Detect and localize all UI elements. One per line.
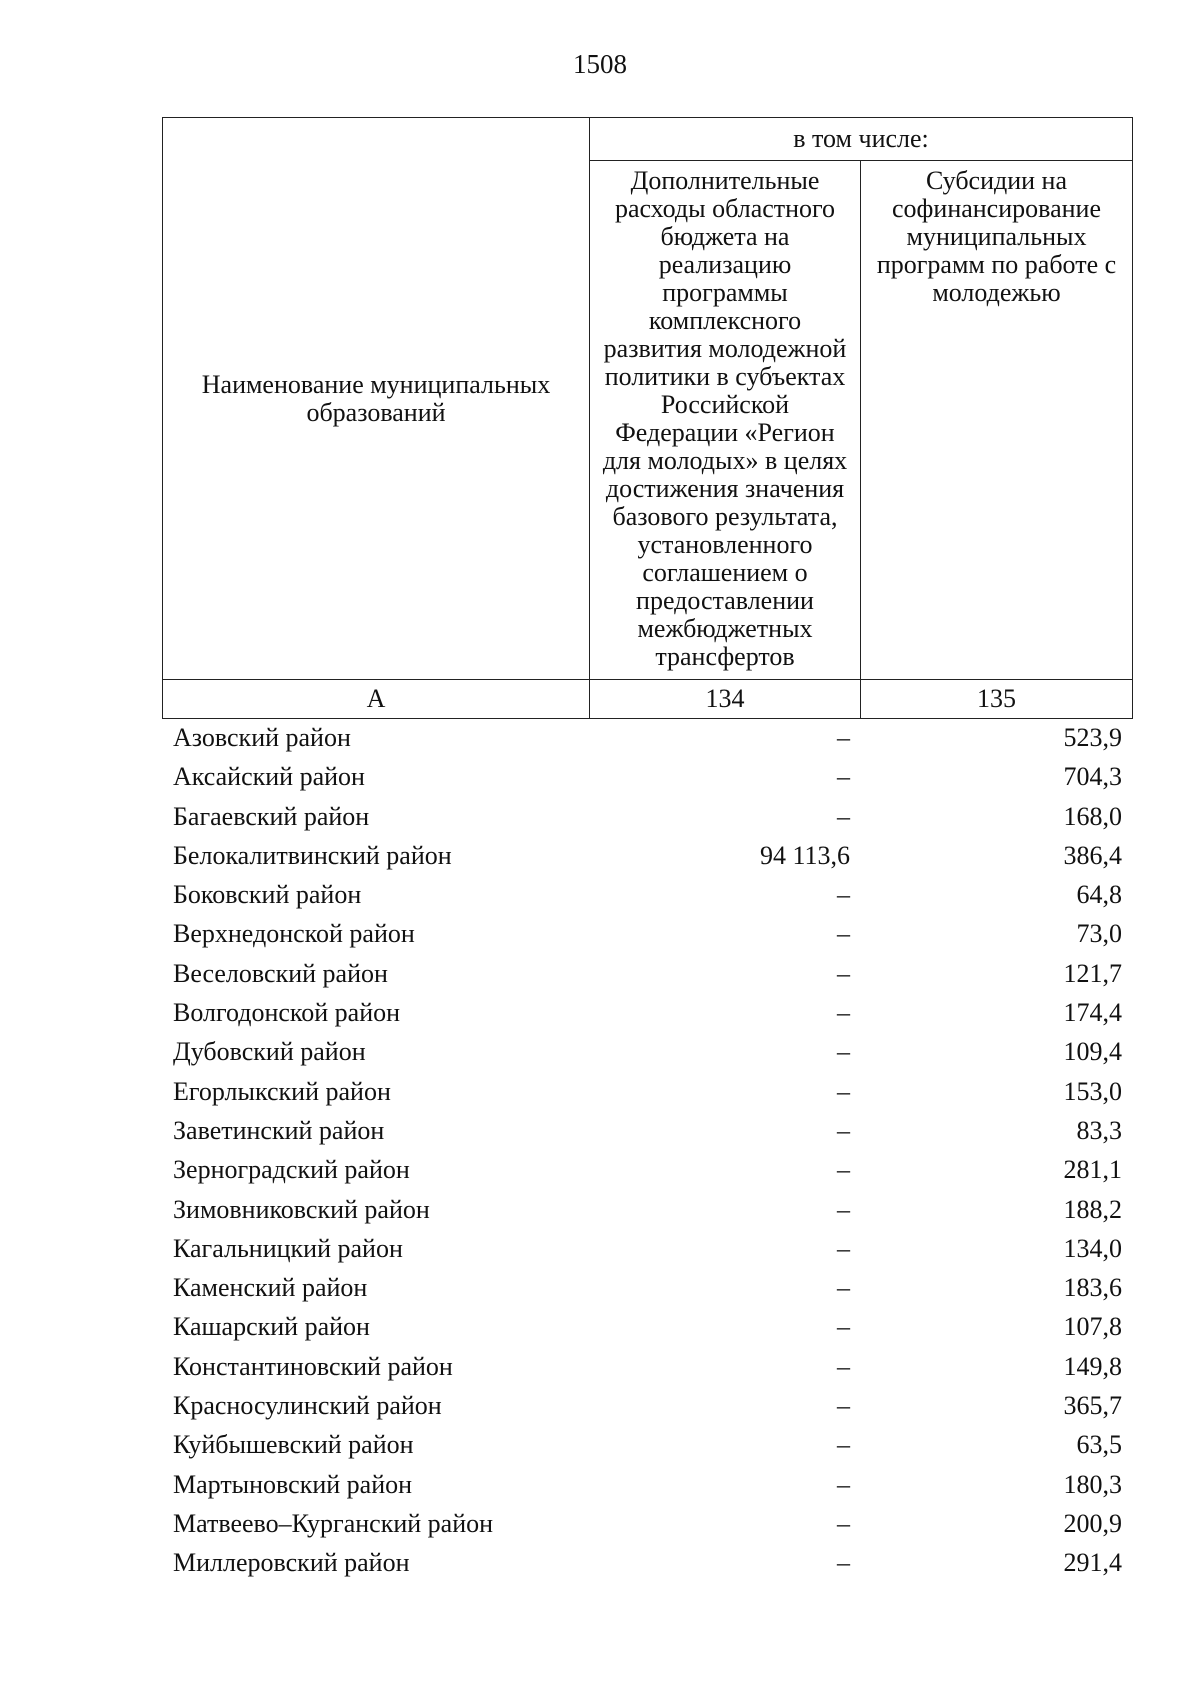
row-value-134: – [837,1508,850,1538]
table-row [162,1507,1132,1546]
table-row [162,1389,1132,1428]
row-name: Миллеровский район [173,1548,410,1578]
table-body [162,721,1132,1586]
column-number-135: 135 [861,680,1133,719]
row-name: Кагальницкий район [173,1233,403,1263]
row-name: Мартыновский район [173,1469,413,1499]
page-number: 1508 [573,49,627,79]
row-value-134: – [837,801,850,831]
table-row [162,1428,1132,1467]
row-name: Боковский район [173,880,362,910]
row-value-135: 523,9 [1063,723,1122,752]
table-row [162,1232,1132,1271]
table-header [162,117,1133,719]
row-value-134: – [837,1076,850,1106]
row-value-134: – [837,1115,850,1145]
row-name: Азовский район [173,723,351,752]
table-row [162,760,1132,799]
column-header-subsidies: Субсидии на софинансирование муниципальных программ по работе с молодежью [861,161,1133,680]
row-value-135: 107,8 [1063,1312,1122,1342]
row-value-134: – [837,919,850,949]
row-value-134: – [837,1155,850,1185]
column-number-134: 134 [590,680,861,719]
row-value-134: – [837,1548,850,1578]
row-value-134: 94 113,6 [759,840,850,870]
row-value-135: 281,1 [1063,1155,1122,1185]
table-row [162,878,1132,917]
row-value-134: – [837,762,850,792]
row-name: Куйбышевский район [173,1430,414,1460]
row-name: Дубовский район [173,1037,366,1067]
row-name: Верхнедонской район [173,919,415,949]
column-header-name: Наименование муниципальных образований [163,118,590,680]
row-value-134: – [837,880,850,910]
row-value-134: – [837,958,850,988]
row-value-134: – [837,1430,850,1460]
table-row [162,1310,1132,1349]
row-name: Красносулинский район [173,1391,442,1421]
table-row [162,996,1132,1035]
table-row [162,1035,1132,1074]
table-row [162,721,1132,760]
row-value-134: – [837,998,850,1028]
row-name: Матвеево–Курганский район [173,1508,494,1538]
table-row [162,1153,1132,1192]
row-value-135: 188,2 [1063,1194,1122,1224]
row-value-135: 704,3 [1063,762,1122,792]
row-value-135: 174,4 [1063,998,1122,1028]
row-value-134: – [837,1194,850,1224]
row-value-134: – [837,1469,850,1499]
row-value-135: 73,0 [1076,919,1122,949]
row-name: Волгодонской район [173,998,401,1028]
table-row [162,1546,1132,1585]
row-value-134: – [837,1391,850,1421]
column-numbering-row [163,680,1133,719]
row-value-135: 386,4 [1063,840,1122,870]
row-name: Веселовский район [173,958,388,988]
table-row [162,957,1132,996]
row-name: Константиновский район [173,1351,453,1381]
row-value-135: 83,3 [1076,1115,1122,1145]
row-name: Зимовниковский район [173,1194,430,1224]
row-value-135: 149,8 [1063,1351,1122,1381]
row-name: Зерноградский район [173,1155,410,1185]
row-value-135: 291,4 [1063,1548,1122,1578]
table-row [162,1468,1132,1507]
row-value-135: 121,7 [1063,958,1122,988]
row-name: Аксайский район [173,762,365,792]
table-row [162,1350,1132,1389]
table-row [162,1271,1132,1310]
column-header-additional-expenses: Дополнительные расходы областного бюджета на реализацию программы комплексного развития молодежной политики в субъектах Российской Федерации «Регион для молодых» в целях достижения значения базового результата, установленного соглашением о предоставлении межбюджетных трансфертов [590,161,861,680]
row-value-135: 183,6 [1063,1273,1122,1303]
column-number-a: А [163,680,590,719]
table-row [162,1075,1132,1114]
table-row [162,839,1132,878]
row-value-135: 168,0 [1063,801,1122,831]
column-group-header: в том числе: [590,118,1133,161]
row-value-135: 200,9 [1063,1508,1122,1538]
row-value-134: – [837,1037,850,1067]
row-name: Заветинский район [173,1115,385,1145]
row-value-134: – [837,1351,850,1381]
row-value-135: 109,4 [1063,1037,1122,1067]
table-row [162,1193,1132,1232]
row-name: Каменский район [173,1273,368,1303]
row-value-135: 180,3 [1063,1469,1122,1499]
row-name: Багаевский район [173,801,370,831]
row-name: Кашарский район [173,1312,370,1342]
row-name: Егорлыкский район [173,1076,391,1106]
table-row [162,917,1132,956]
row-value-135: 63,5 [1076,1430,1122,1460]
row-value-134: – [837,1273,850,1303]
row-value-135: 153,0 [1063,1076,1122,1106]
table-row [162,1114,1132,1153]
row-value-135: 134,0 [1063,1233,1122,1263]
table-row [162,800,1132,839]
row-value-135: 365,7 [1063,1391,1122,1421]
row-value-135: 64,8 [1076,880,1122,910]
row-value-134: – [837,1312,850,1342]
row-value-134: – [837,1233,850,1263]
row-value-134: – [837,723,850,752]
row-name: Белокалитвинский район [173,840,452,870]
